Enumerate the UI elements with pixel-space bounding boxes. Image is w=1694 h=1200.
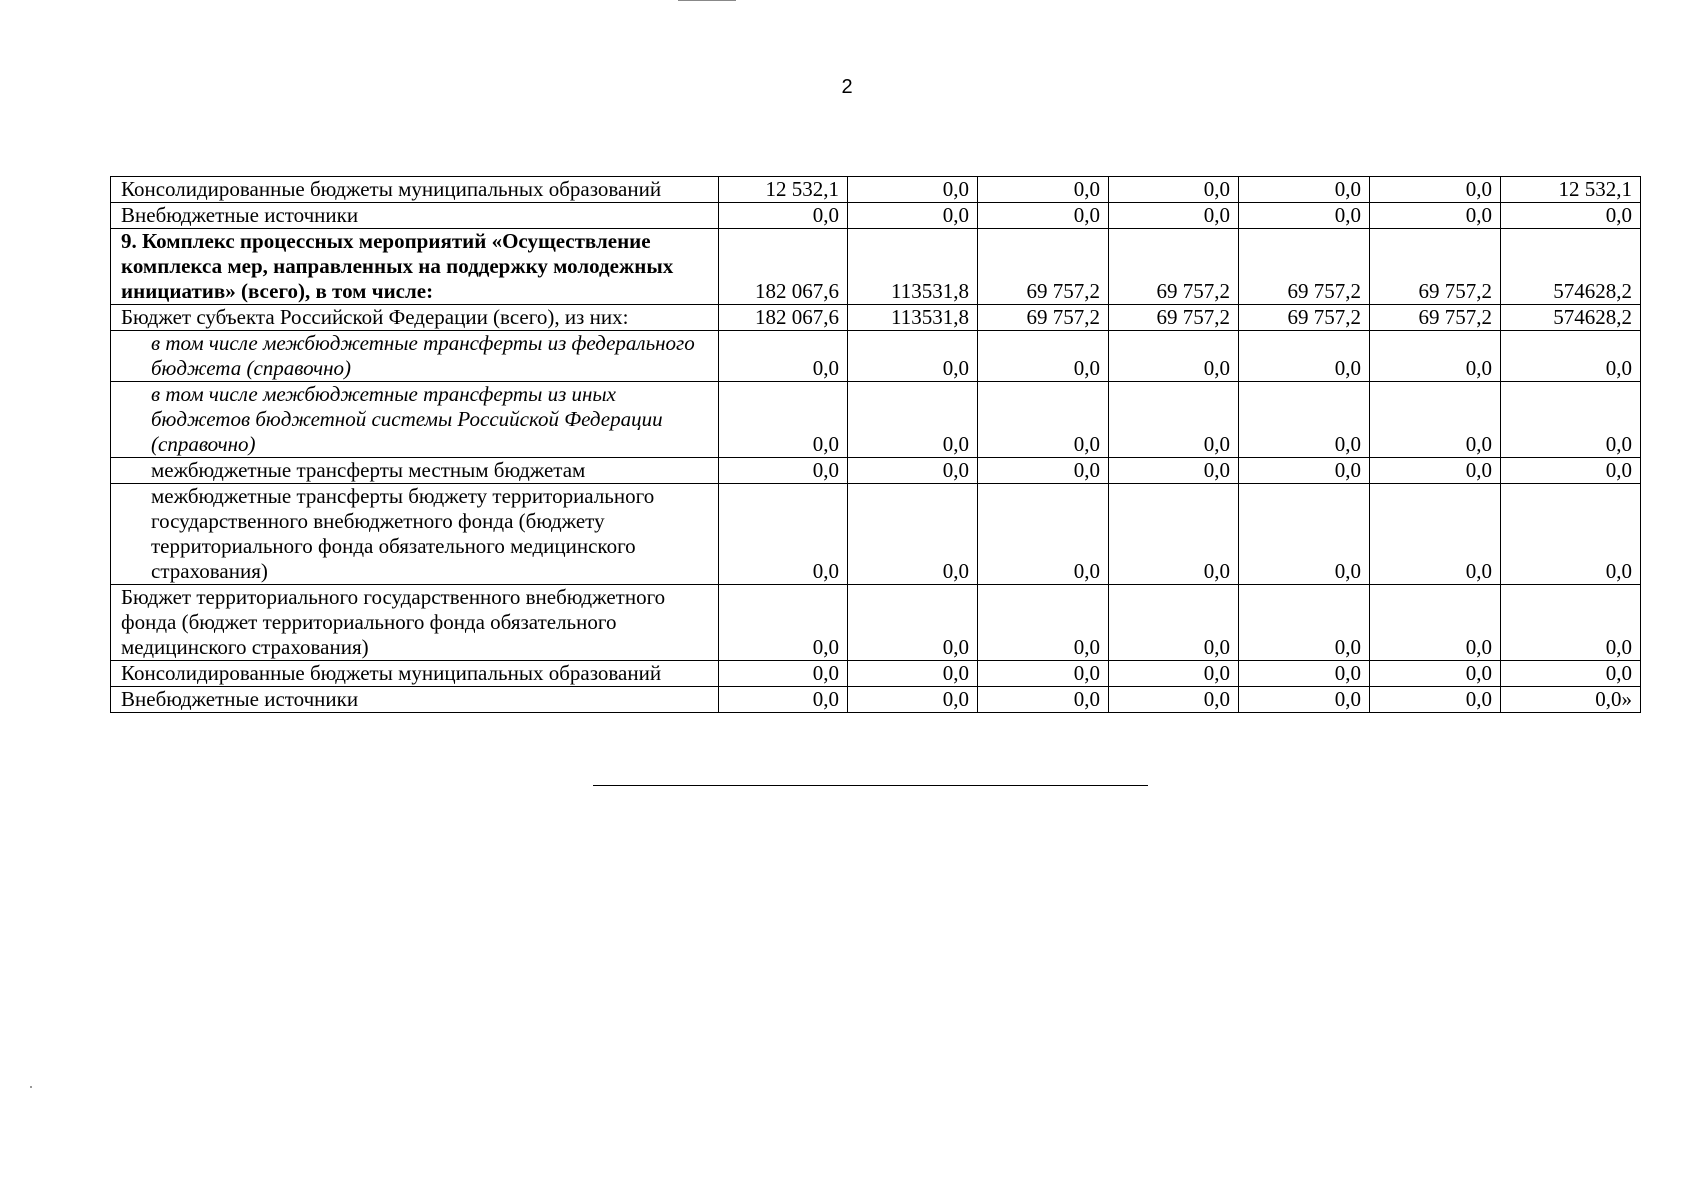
end-of-document-rule: [593, 785, 1148, 786]
value-cell: 0,0: [978, 331, 1109, 382]
table-row: [111, 458, 1641, 484]
value-cell: 182 067,6: [719, 229, 848, 305]
value-cell: 0,0: [1109, 331, 1239, 382]
table-row: [111, 585, 1641, 661]
value-cell: 0,0: [719, 382, 848, 458]
value-cell: 0,0: [848, 458, 978, 484]
value-cell: 0,0: [1109, 687, 1239, 713]
value-cell: 0,0: [1239, 203, 1370, 229]
value-cell: 0,0: [848, 484, 978, 585]
table-row: [111, 331, 1641, 382]
value-cell: 0,0: [719, 585, 848, 661]
row-label: Консолидированные бюджеты муниципальных образований: [111, 661, 719, 687]
value-cell: 0,0: [1239, 458, 1370, 484]
value-cell: 113531,8: [848, 229, 978, 305]
value-cell: 0,0: [1239, 687, 1370, 713]
value-cell: 0,0: [978, 203, 1109, 229]
row-label: межбюджетные трансферты местным бюджетам: [111, 458, 719, 484]
total-cell: 0,0»: [1501, 687, 1641, 713]
budget-table: [110, 176, 1641, 713]
table-row: [111, 305, 1641, 331]
total-cell: 574628,2: [1501, 305, 1641, 331]
value-cell: 0,0: [978, 661, 1109, 687]
value-cell: 182 067,6: [719, 305, 848, 331]
total-cell: 0,0: [1501, 458, 1641, 484]
value-cell: 0,0: [848, 203, 978, 229]
value-cell: 0,0: [1370, 382, 1501, 458]
table-row: [111, 687, 1641, 713]
value-cell: 0,0: [719, 458, 848, 484]
value-cell: 0,0: [978, 687, 1109, 713]
value-cell: 0,0: [978, 484, 1109, 585]
value-cell: 0,0: [719, 687, 848, 713]
total-cell: 0,0: [1501, 331, 1641, 382]
value-cell: 0,0: [978, 177, 1109, 203]
value-cell: 0,0: [1239, 484, 1370, 585]
page-number: 2: [841, 76, 853, 98]
scan-speck: [30, 1086, 32, 1088]
value-cell: 0,0: [1109, 661, 1239, 687]
total-cell: 0,0: [1501, 661, 1641, 687]
value-cell: 0,0: [1370, 484, 1501, 585]
total-cell: 12 532,1: [1501, 177, 1641, 203]
row-label: Бюджет территориального государственного внебюджетного фонда (бюджет территориального фонда обязательного медицинского страхования): [111, 585, 719, 661]
value-cell: 0,0: [1109, 458, 1239, 484]
table-row: [111, 484, 1641, 585]
row-label: Внебюджетные источники: [111, 203, 719, 229]
value-cell: 0,0: [1370, 203, 1501, 229]
total-cell: 0,0: [1501, 585, 1641, 661]
value-cell: 0,0: [1109, 203, 1239, 229]
value-cell: 0,0: [719, 484, 848, 585]
value-cell: 0,0: [1109, 585, 1239, 661]
total-cell: 574628,2: [1501, 229, 1641, 305]
value-cell: 0,0: [719, 203, 848, 229]
table-row: [111, 203, 1641, 229]
value-cell: 0,0: [1370, 661, 1501, 687]
value-cell: 0,0: [1370, 458, 1501, 484]
value-cell: 0,0: [1370, 177, 1501, 203]
table-row: [111, 661, 1641, 687]
row-label: в том числе межбюджетные трансферты из федерального бюджета (справочно): [111, 331, 719, 382]
value-cell: 0,0: [1109, 484, 1239, 585]
value-cell: 69 757,2: [978, 305, 1109, 331]
value-cell: 0,0: [978, 382, 1109, 458]
value-cell: 0,0: [848, 585, 978, 661]
value-cell: 0,0: [978, 458, 1109, 484]
value-cell: 0,0: [1239, 585, 1370, 661]
row-label: межбюджетные трансферты бюджету территориального государственного внебюджетного фонда (бюджету территориального фонда обязательного медицинского страхования): [111, 484, 719, 585]
value-cell: 0,0: [1239, 331, 1370, 382]
value-cell: 0,0: [1370, 687, 1501, 713]
value-cell: 0,0: [1109, 382, 1239, 458]
value-cell: 69 757,2: [1239, 305, 1370, 331]
table-row: [111, 229, 1641, 305]
value-cell: 0,0: [719, 331, 848, 382]
value-cell: 69 757,2: [1109, 229, 1239, 305]
table-row: [111, 177, 1641, 203]
value-cell: 69 757,2: [1239, 229, 1370, 305]
total-cell: 0,0: [1501, 203, 1641, 229]
row-label: в том числе межбюджетные трансферты из иных бюджетов бюджетной системы Российской Федерации (справочно): [111, 382, 719, 458]
value-cell: 0,0: [848, 331, 978, 382]
value-cell: 0,0: [848, 661, 978, 687]
value-cell: 0,0: [1239, 382, 1370, 458]
row-label: Консолидированные бюджеты муниципальных образований: [111, 177, 719, 203]
value-cell: 0,0: [848, 382, 978, 458]
value-cell: 0,0: [1239, 177, 1370, 203]
value-cell: 0,0: [848, 687, 978, 713]
value-cell: 0,0: [1370, 585, 1501, 661]
value-cell: 69 757,2: [978, 229, 1109, 305]
value-cell: 69 757,2: [1370, 305, 1501, 331]
value-cell: 69 757,2: [1370, 229, 1501, 305]
section-heading-label: 9. Комплекс процессных мероприятий «Осуществление комплекса мер, направленных на поддержку молодежных инициатив» (всего), в том числе:: [111, 229, 719, 305]
table-row: [111, 382, 1641, 458]
value-cell: 0,0: [719, 661, 848, 687]
value-cell: 113531,8: [848, 305, 978, 331]
value-cell: 0,0: [1239, 661, 1370, 687]
total-cell: 0,0: [1501, 382, 1641, 458]
value-cell: 0,0: [848, 177, 978, 203]
total-cell: 0,0: [1501, 484, 1641, 585]
value-cell: 0,0: [1109, 177, 1239, 203]
value-cell: 0,0: [1370, 331, 1501, 382]
row-label: Бюджет субъекта Российской Федерации (всего), из них:: [111, 305, 719, 331]
value-cell: 12 532,1: [719, 177, 848, 203]
value-cell: 0,0: [978, 585, 1109, 661]
scan-top-mark: [678, 0, 736, 1]
row-label: Внебюджетные источники: [111, 687, 719, 713]
value-cell: 69 757,2: [1109, 305, 1239, 331]
